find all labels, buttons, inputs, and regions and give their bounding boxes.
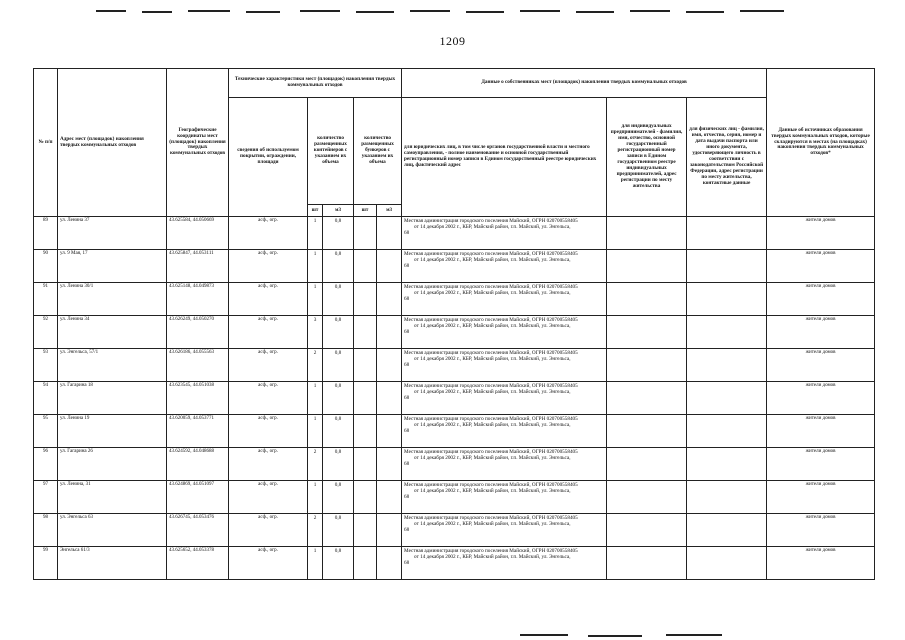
address-cell: ул. 9 Мая, 17 xyxy=(58,250,167,283)
cover-cell: асф., огр. xyxy=(229,217,308,250)
row-num-cell: 93 xyxy=(34,349,58,382)
containers-count-cell: 2 xyxy=(308,514,323,547)
address-cell: ул. Энгельса 63 xyxy=(58,514,167,547)
address-cell: ул. Гагарина 18 xyxy=(58,382,167,415)
address-cell: ул. Ленина 19 xyxy=(58,415,167,448)
owner-name: Местная администрация городского поселения Майский, ОГРН 020700558405 xyxy=(404,482,578,488)
table-row xyxy=(34,514,875,547)
scan-artifact xyxy=(466,11,504,13)
row-num-cell: 96 xyxy=(34,448,58,481)
header-tech-cover: сведения об используемом покрытии, ограждении, площади xyxy=(229,98,308,217)
owner-registration: от 14 декабря 2002 г., КБР, Майский район, г.п. Майский, ул. Энгельса, xyxy=(414,422,571,429)
sources-cell: жители домов xyxy=(767,415,875,448)
page-number: 1209 xyxy=(439,34,466,48)
owner-name: Местная администрация городского поселения Майский, ОГРН 020700558405 xyxy=(404,548,578,554)
containers-count-cell: 1 xyxy=(308,547,323,580)
bunkers-count-cell xyxy=(354,217,377,250)
owner-house: 68 xyxy=(404,395,410,402)
header-owners: Данные о собственниках мест (площадок) накопления твердых коммунальных отходов xyxy=(402,69,767,98)
header-sources: Данные об источниках образования твердых коммунальных отходов, которые складируются в местах (на площадках) накопления твердых коммунальных отходов* xyxy=(767,69,875,217)
table-row xyxy=(34,283,875,316)
header-owner-ip: для индивидуальных предпринимателей - фамилия, имя, отчество, основной государственный регистрационный номер записи в Едином государственном реестре индивидуальных предпринимателей, адрес регистрации по месту жительства xyxy=(607,98,687,217)
bunkers-count-cell xyxy=(354,547,377,580)
coords-cell: 43.625148, 44.049873 xyxy=(167,283,229,316)
bunkers-count-cell xyxy=(354,415,377,448)
owner-name: Местная администрация городского поселения Майский, ОГРН 020700558405 xyxy=(404,284,578,290)
owner-house: 68 xyxy=(404,494,410,501)
row-num-cell: 90 xyxy=(34,250,58,283)
owner-name: Местная администрация городского поселения Майский, ОГРН 020700558405 xyxy=(404,317,578,323)
table-row xyxy=(34,349,875,382)
sources-cell: жители домов xyxy=(767,217,875,250)
table-row xyxy=(34,316,875,349)
coords-cell: 43.624592, 44.048688 xyxy=(167,448,229,481)
scan-artifact xyxy=(576,11,614,13)
scan-artifact xyxy=(188,10,230,12)
bunkers-volume-cell xyxy=(377,547,402,580)
owner-person-cell xyxy=(687,217,767,250)
row-num-cell: 91 xyxy=(34,283,58,316)
containers-volume-cell: 0,8 xyxy=(323,316,354,349)
bunkers-volume-cell xyxy=(377,415,402,448)
containers-count-cell: 3 xyxy=(308,316,323,349)
unit-pcs: шт xyxy=(354,205,377,217)
owner-registration: от 14 декабря 2002 г., КБР, Майский район, г.п. Майский, ул. Энгельса, xyxy=(414,389,571,396)
containers-volume-cell: 0,8 xyxy=(323,448,354,481)
owner-name: Местная администрация городского поселения Майский, ОГРН 020700558405 xyxy=(404,515,578,521)
scan-artifact xyxy=(630,10,670,12)
owner-legal-cell xyxy=(402,448,607,481)
containers-volume-cell: 0,8 xyxy=(323,283,354,316)
header-tech-containers: количество размещенных контейнеров с указанием их объема xyxy=(308,98,354,205)
containers-volume-cell: 0,8 xyxy=(323,250,354,283)
coords-cell: 43.625652, 44.053378 xyxy=(167,547,229,580)
scan-artifact xyxy=(520,634,568,636)
cover-cell: асф., огр. xyxy=(229,349,308,382)
containers-count-cell: 1 xyxy=(308,283,323,316)
coords-cell: 43.626745, 44.053476 xyxy=(167,514,229,547)
row-num-cell: 89 xyxy=(34,217,58,250)
header-tech: Технические характеристики мест (площадок) накопления твердых коммунальных отходов xyxy=(229,69,402,98)
bunkers-volume-cell xyxy=(377,382,402,415)
bunkers-count-cell xyxy=(354,316,377,349)
containers-count-cell: 2 xyxy=(308,349,323,382)
owner-house: 68 xyxy=(404,527,410,534)
scan-artifact xyxy=(410,10,450,12)
scan-artifact xyxy=(588,635,642,637)
scan-artifact xyxy=(356,11,394,13)
header-owner-legal: для юридических лиц, в том числе органов государственной власти и местного самоуправления, - полное наименование и основной государственный регистрационный номер записи в Едином государственный реестре юридических лиц, фактический адрес xyxy=(402,98,607,217)
row-num-cell: 92 xyxy=(34,316,58,349)
table-row xyxy=(34,547,875,580)
owner-person-cell xyxy=(687,250,767,283)
address-cell: Энгельса 61/3 xyxy=(58,547,167,580)
address-cell: ул. Ленина 37 xyxy=(58,217,167,250)
owner-name: Местная администрация городского поселения Майский, ОГРН 020700558405 xyxy=(404,449,578,455)
owner-registration: от 14 декабря 2002 г., КБР, Майский район, г.п. Майский, ул. Энгельса, xyxy=(414,554,571,561)
owner-person-cell xyxy=(687,382,767,415)
owner-person-cell xyxy=(687,514,767,547)
owner-registration: от 14 декабря 2002 г., КБР, Майский район, г.п. Майский, ул. Энгельса, xyxy=(414,224,571,231)
owner-house: 68 xyxy=(404,560,410,567)
owner-legal-cell xyxy=(402,316,607,349)
table-row xyxy=(34,250,875,283)
bunkers-count-cell xyxy=(354,283,377,316)
sources-cell: жители домов xyxy=(767,316,875,349)
owner-person-cell xyxy=(687,448,767,481)
table-row xyxy=(34,382,875,415)
owner-ip-cell xyxy=(607,382,687,415)
owner-registration: от 14 декабря 2002 г., КБР, Майский район, г.п. Майский, ул. Энгельса, xyxy=(414,488,571,495)
owner-registration: от 14 декабря 2002 г., КБР, Майский район, г.п. Майский, ул. Энгельса, xyxy=(414,356,571,363)
address-cell: ул. Гагарина 26 xyxy=(58,448,167,481)
owner-registration: от 14 декабря 2002 г., КБР, Майский район, г.п. Майский, ул. Энгельса, xyxy=(414,323,571,330)
owner-legal-cell xyxy=(402,415,607,448)
owner-ip-cell xyxy=(607,217,687,250)
scan-artifact xyxy=(520,10,560,12)
owner-ip-cell xyxy=(607,250,687,283)
containers-volume-cell: 0,8 xyxy=(323,415,354,448)
owner-ip-cell xyxy=(607,481,687,514)
bunkers-count-cell xyxy=(354,349,377,382)
unit-m3: м3 xyxy=(323,205,354,217)
unit-pcs: шт xyxy=(308,205,323,217)
owner-legal-cell xyxy=(402,349,607,382)
owner-house: 68 xyxy=(404,329,410,336)
row-num-cell: 98 xyxy=(34,514,58,547)
owner-person-cell xyxy=(687,283,767,316)
cover-cell: асф., огр. xyxy=(229,415,308,448)
owner-house: 68 xyxy=(404,230,410,237)
owner-ip-cell xyxy=(607,316,687,349)
table-row xyxy=(34,217,875,250)
owner-ip-cell xyxy=(607,547,687,580)
containers-volume-cell: 0,8 xyxy=(323,547,354,580)
containers-volume-cell: 0,8 xyxy=(323,217,354,250)
containers-volume-cell: 0,8 xyxy=(323,382,354,415)
bunkers-volume-cell xyxy=(377,316,402,349)
containers-count-cell: 1 xyxy=(308,481,323,514)
owner-registration: от 14 декабря 2002 г., КБР, Майский район, г.п. Майский, ул. Энгельса, xyxy=(414,257,571,264)
bunkers-count-cell xyxy=(354,382,377,415)
owner-legal-cell xyxy=(402,283,607,316)
scan-artifact xyxy=(666,634,722,636)
bunkers-volume-cell xyxy=(377,250,402,283)
header-owner-person: для физических лиц - фамилия, имя, отчество, серия, номер и дата выдачи паспорта или иного документа, удостоверяющего личность в соответствии с законодательством Российской Федерации, адрес регистрации по месту жительства, контактные данные xyxy=(687,98,767,217)
table-row xyxy=(34,448,875,481)
row-num-cell: 94 xyxy=(34,382,58,415)
scan-artifact xyxy=(686,11,724,13)
owner-house: 68 xyxy=(404,263,410,270)
sources-cell: жители домов xyxy=(767,283,875,316)
owner-legal-cell xyxy=(402,514,607,547)
containers-count-cell: 1 xyxy=(308,382,323,415)
bunkers-volume-cell xyxy=(377,514,402,547)
header-num: № п/п xyxy=(34,69,58,217)
table-row xyxy=(34,481,875,514)
owner-person-cell xyxy=(687,481,767,514)
owner-name: Местная администрация городского поселения Майский, ОГРН 020700558405 xyxy=(404,416,578,422)
cover-cell: асф., огр. xyxy=(229,514,308,547)
row-num-cell: 99 xyxy=(34,547,58,580)
row-num-cell: 95 xyxy=(34,415,58,448)
owner-ip-cell xyxy=(607,514,687,547)
owner-person-cell xyxy=(687,415,767,448)
sources-cell: жители домов xyxy=(767,382,875,415)
bunkers-count-cell xyxy=(354,250,377,283)
cover-cell: асф., огр. xyxy=(229,250,308,283)
owner-name: Местная администрация городского поселения Майский, ОГРН 020700558405 xyxy=(404,251,578,257)
address-cell: ул. Ленина, 31 xyxy=(58,481,167,514)
header-address: Адрес мест (площадок) накопления твердых коммунальных отходов xyxy=(58,69,167,217)
owner-registration: от 14 декабря 2002 г., КБР, Майский район, г.п. Майский, ул. Энгельса, xyxy=(414,521,571,528)
unit-m3: м3 xyxy=(377,205,402,217)
owner-person-cell xyxy=(687,316,767,349)
sources-cell: жители домов xyxy=(767,448,875,481)
owner-house: 68 xyxy=(404,428,410,435)
coords-cell: 43.620059, 44.053771 xyxy=(167,415,229,448)
scan-artifact xyxy=(740,10,784,12)
owner-registration: от 14 декабря 2002 г., КБР, Майский район, г.п. Майский, ул. Энгельса, xyxy=(414,290,571,297)
coords-cell: 43.625584, 44.050669 xyxy=(167,217,229,250)
bunkers-count-cell xyxy=(354,481,377,514)
header-geo: Географические координаты мест (площадок) накопления твердых коммунальных отходов xyxy=(167,69,229,217)
containers-volume-cell: 0,8 xyxy=(323,481,354,514)
cover-cell: асф., огр. xyxy=(229,316,308,349)
owner-house: 68 xyxy=(404,362,410,369)
owner-registration: от 14 декабря 2002 г., КБР, Майский район, г.п. Майский, ул. Энгельса, xyxy=(414,455,571,462)
cover-cell: асф., огр. xyxy=(229,283,308,316)
owner-legal-cell xyxy=(402,250,607,283)
containers-count-cell: 1 xyxy=(308,217,323,250)
bunkers-count-cell xyxy=(354,514,377,547)
containers-volume-cell: 0,8 xyxy=(323,514,354,547)
bunkers-volume-cell xyxy=(377,448,402,481)
coords-cell: 43.623545, 44.051038 xyxy=(167,382,229,415)
scan-artifact xyxy=(246,11,280,13)
bunkers-volume-cell xyxy=(377,481,402,514)
header-tech-bunkers: количество размещенных бункеров с указанием их объема xyxy=(354,98,402,205)
owner-legal-cell xyxy=(402,547,607,580)
owner-ip-cell xyxy=(607,415,687,448)
containers-count-cell: 1 xyxy=(308,415,323,448)
waste-sites-registry-table xyxy=(33,68,875,580)
owner-ip-cell xyxy=(607,283,687,316)
scan-artifact xyxy=(96,10,126,12)
sources-cell: жители домов xyxy=(767,547,875,580)
containers-count-cell: 1 xyxy=(308,250,323,283)
row-num-cell: 97 xyxy=(34,481,58,514)
owner-legal-cell xyxy=(402,382,607,415)
owner-name: Местная администрация городского поселения Майский, ОГРН 020700558405 xyxy=(404,218,578,224)
bunkers-volume-cell xyxy=(377,217,402,250)
containers-count-cell: 2 xyxy=(308,448,323,481)
cover-cell: асф., огр. xyxy=(229,547,308,580)
coords-cell: 43.626186, 44.055563 xyxy=(167,349,229,382)
address-cell: ул. Ленина 34 xyxy=(58,316,167,349)
bunkers-volume-cell xyxy=(377,283,402,316)
sources-cell: жители домов xyxy=(767,250,875,283)
owner-legal-cell xyxy=(402,481,607,514)
sources-cell: жители домов xyxy=(767,514,875,547)
cover-cell: асф., огр. xyxy=(229,448,308,481)
bunkers-count-cell xyxy=(354,448,377,481)
containers-volume-cell: 0,8 xyxy=(323,349,354,382)
owner-ip-cell xyxy=(607,448,687,481)
sources-cell: жители домов xyxy=(767,481,875,514)
coords-cell: 43.626249, 44.050270 xyxy=(167,316,229,349)
bunkers-volume-cell xyxy=(377,349,402,382)
table-row xyxy=(34,415,875,448)
owner-name: Местная администрация городского поселения Майский, ОГРН 020700558405 xyxy=(404,350,578,356)
scan-artifact xyxy=(300,10,340,12)
cover-cell: асф., огр. xyxy=(229,481,308,514)
cover-cell: асф., огр. xyxy=(229,382,308,415)
sources-cell: жители домов xyxy=(767,349,875,382)
owner-name: Местная администрация городского поселения Майский, ОГРН 020700558405 xyxy=(404,383,578,389)
owner-house: 68 xyxy=(404,461,410,468)
address-cell: ул. Энгельса, 57/1 xyxy=(58,349,167,382)
coords-cell: 43.624869, 44.051097 xyxy=(167,481,229,514)
owner-person-cell xyxy=(687,547,767,580)
address-cell: ул. Ленина 30/1 xyxy=(58,283,167,316)
coords-cell: 43.625847, 44.053111 xyxy=(167,250,229,283)
owner-house: 68 xyxy=(404,296,410,303)
scan-artifact xyxy=(142,11,172,13)
owner-person-cell xyxy=(687,349,767,382)
registry-body xyxy=(34,217,875,580)
owner-ip-cell xyxy=(607,349,687,382)
owner-legal-cell xyxy=(402,217,607,250)
